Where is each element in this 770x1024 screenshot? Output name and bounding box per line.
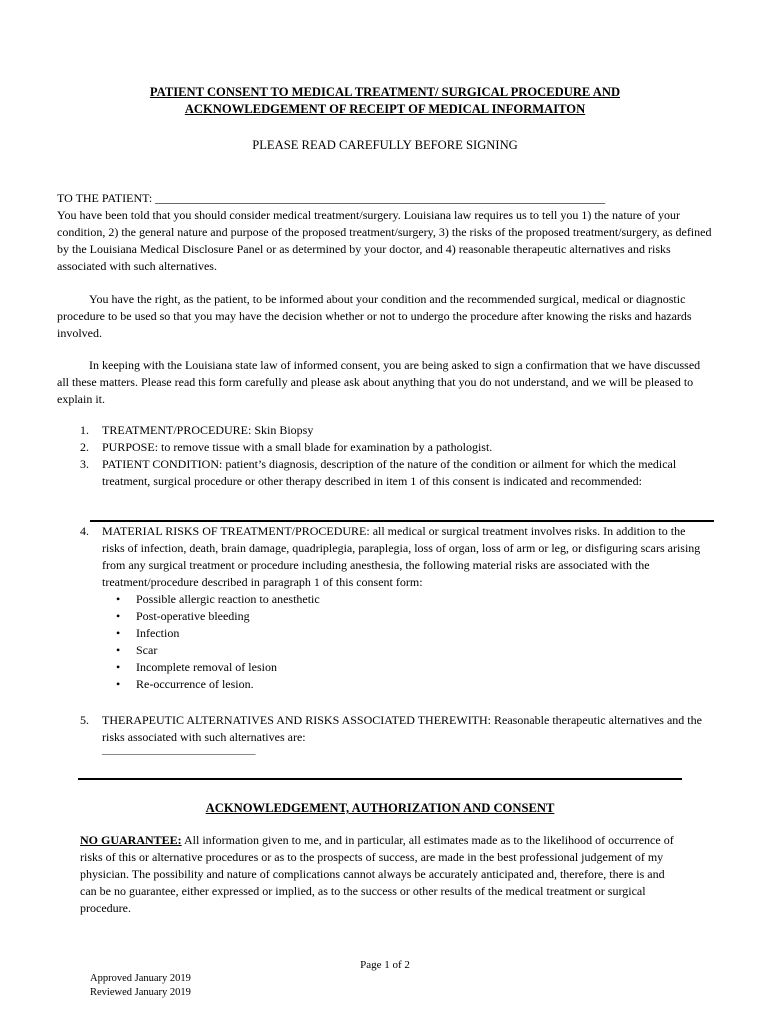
bullet-icon: • bbox=[116, 643, 121, 657]
intro-section bbox=[57, 190, 712, 275]
title-line-1: PATIENT CONSENT TO MEDICAL TREATMENT/ SURGICAL PROCEDURE AND bbox=[149, 85, 621, 99]
approved-date: Approved January 2019 bbox=[90, 973, 191, 984]
document-subtitle: PLEASE READ CAREFULLY BEFORE SIGNING bbox=[252, 138, 518, 152]
risk-item: • Possible allergic reaction to anesthetic bbox=[116, 592, 320, 606]
bullet-icon: • bbox=[116, 609, 121, 623]
item-text: PURPOSE: to remove tissue with a small blade for examination by a pathologist. bbox=[102, 440, 493, 454]
item-number: 4. bbox=[80, 524, 89, 538]
intro-text: You have been told that you should consider medical treatment/surgery. Louisiana law requires us to tell you 1) the nature of your condition, 2) the general nature and purpose of the proposed treatment/surgery, 3) the risks of the proposed treatment/surgery, as defined by the Louisiana Medical Disclosure Panel or as determined by your doctor, and 4) reasonable therapeutic alternatives and risks associated with such alternatives. bbox=[57, 208, 712, 273]
item-text: PATIENT CONDITION: patient’s diagnosis, description of the nature of the condition or ailment for which the medical treatment, surgical procedure or other therapy described in item 1 of this consent is indicated and recommended: bbox=[102, 457, 677, 488]
no-guarantee-text: All information given to me, and in particular, all estimates made as to the likelihood of occurrence of risks of this or alternative procedures or as to the prospects of success, are made in the best professional judgement of my physician. The possibility and nature of complications cannot always be accurately anticipated and, therefore, there is and can be no guarantee, either expressed or implied, as to the success or other results of the medical treatment or surgical procedure. bbox=[80, 833, 674, 915]
reviewed-date: Reviewed January 2019 bbox=[90, 987, 191, 998]
no-guarantee-label: NO GUARANTEE: bbox=[80, 833, 182, 847]
item-material-risks bbox=[80, 523, 710, 693]
consent-law-paragraph bbox=[57, 357, 712, 408]
bullet-icon: • bbox=[116, 677, 121, 691]
revision-info bbox=[90, 972, 191, 1000]
items-1-3 bbox=[80, 422, 710, 490]
item-patient-condition bbox=[80, 456, 710, 490]
acknowledgement-heading: ACKNOWLEDGEMENT, AUTHORIZATION AND CONSENT bbox=[205, 801, 555, 815]
item-therapeutic-alternatives bbox=[80, 712, 710, 763]
risk-item: • Post-operative bleeding bbox=[116, 609, 250, 623]
title-line-2: ACKNOWLEDGEMENT OF RECEIPT OF MEDICAL INFORMAITON bbox=[184, 102, 586, 116]
page-number: Page 1 of 2 bbox=[360, 959, 410, 971]
item-text: TREATMENT/PROCEDURE: Skin Biopsy bbox=[102, 423, 314, 437]
rights-paragraph bbox=[57, 291, 712, 342]
item-text: MATERIAL RISKS OF TREATMENT/PROCEDURE: all medical or surgical treatment involves risks. In addition to the risks of infection, death, brain damage, quadriplegia, paraplegia, loss of organ, loss of arm or leg, or disfiguring scars arising from any surgical treatment or procedure including anesthesia, the following material risks are associated with the treatment/procedure described in paragraph 1 of this consent form: bbox=[102, 524, 701, 589]
item-purpose bbox=[80, 439, 710, 456]
item-4-section bbox=[80, 523, 710, 693]
item-number: 2. bbox=[80, 440, 89, 454]
section-divider bbox=[78, 778, 682, 780]
item-text: THERAPEUTIC ALTERNATIVES AND RISKS ASSOCIATED THEREWITH: Reasonable therapeutic alternatives and the risks associated with such alternatives are: bbox=[102, 713, 702, 744]
bullet-icon: • bbox=[116, 626, 121, 640]
risk-item: • Re-occurrence of lesion. bbox=[116, 677, 254, 691]
item-treatment bbox=[80, 422, 710, 439]
risks-list bbox=[102, 591, 710, 693]
consent-law-text: In keeping with the Louisiana state law of informed consent, you are being asked to sign a confirmation that we have discussed all these matters. Please read this form carefully and please ask about anything that you do not understand, and we will be pleased to explain it. bbox=[57, 358, 701, 406]
bullet-icon: • bbox=[116, 660, 121, 674]
document-title bbox=[0, 84, 770, 118]
patient-name-line: TO THE PATIENT: ___________________________________________________________________________ bbox=[57, 191, 606, 205]
risk-item: • Scar bbox=[116, 643, 158, 657]
bullet-icon: • bbox=[116, 592, 121, 606]
item-number: 3. bbox=[80, 457, 89, 471]
rights-text: You have the right, as the patient, to be informed about your condition and the recommended surgical, medical or diagnostic procedure to be used so that you may have the decision whether or not to undergo the procedure after knowing the risks and hazards involved. bbox=[57, 292, 692, 340]
condition-answer-line bbox=[90, 520, 714, 522]
risk-item: • Infection bbox=[116, 626, 180, 640]
risk-item: • Incomplete removal of lesion bbox=[116, 660, 277, 674]
item-number: 5. bbox=[80, 713, 89, 727]
item-number: 1. bbox=[80, 423, 89, 437]
alternatives-blank: —————————————————— bbox=[102, 749, 255, 759]
item-5-section bbox=[80, 712, 710, 763]
no-guarantee-paragraph bbox=[80, 832, 680, 917]
